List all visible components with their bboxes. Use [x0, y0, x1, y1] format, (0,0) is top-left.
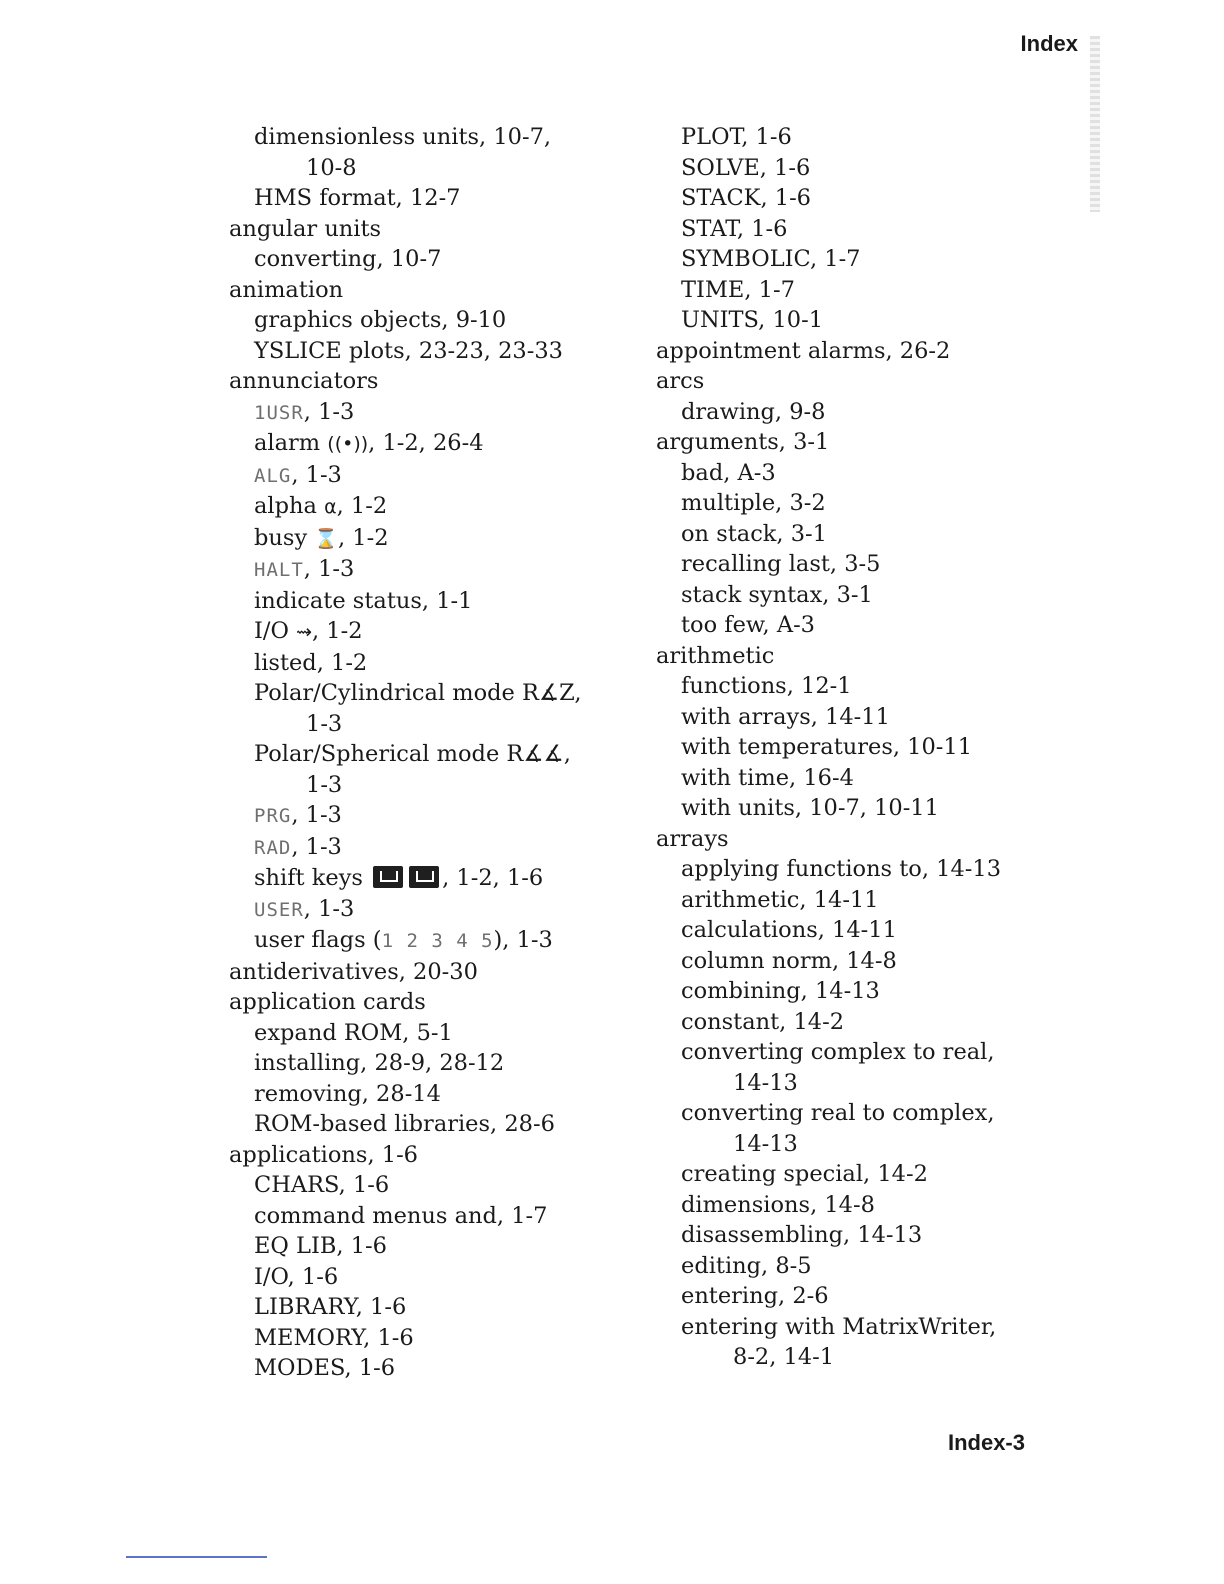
entry-text: 14-13	[733, 1130, 798, 1157]
index-entry	[656, 427, 1056, 458]
index-entry	[656, 824, 1056, 855]
index-subentry	[656, 488, 1056, 519]
index-subentry	[229, 863, 609, 894]
entry-text: expand ROM, 5-1	[254, 1019, 453, 1046]
index-column-right	[656, 122, 1056, 1373]
entry-text: 10-8	[306, 154, 357, 181]
index-subentry	[656, 1312, 1056, 1343]
index-subentry	[229, 122, 609, 153]
entry-text: LIBRARY, 1-6	[254, 1294, 407, 1320]
entry-text: dimensions, 14-8	[681, 1191, 875, 1218]
entry-text: with time, 16-4	[681, 764, 854, 791]
entry-text: command menus and, 1-7	[254, 1202, 548, 1229]
index-subentry	[656, 397, 1056, 428]
entry-text: entering with MatrixWriter,	[681, 1313, 997, 1340]
entry-text: recalling last, 3-5	[681, 551, 881, 577]
entry-text: STACK, 1-6	[681, 185, 812, 211]
entry-pages: , 1-2	[312, 618, 363, 644]
index-continuation	[229, 153, 609, 184]
index-subentry	[656, 915, 1056, 946]
entry-text: listed, 1-2	[254, 649, 368, 676]
entry-text: , 1-3	[303, 895, 355, 922]
entry-text: removing, 28-14	[254, 1080, 441, 1107]
index-subentry	[656, 976, 1056, 1007]
entry-text: with units, 10-7, 10-11	[681, 795, 939, 821]
index-subentry	[229, 586, 609, 617]
entry-text: entering, 2-6	[681, 1283, 829, 1309]
index-subentry	[229, 491, 609, 523]
entry-text: , 1-3	[291, 833, 342, 860]
entry-text: shift keys	[254, 865, 363, 891]
entry-text: , 1-3	[291, 461, 342, 488]
annunciator-icon: ⇝	[296, 621, 312, 643]
entry-text: MODES, 1-6	[254, 1355, 396, 1381]
entry-text: UNITS, 10-1	[681, 307, 824, 333]
index-continuation	[656, 1129, 1056, 1160]
index-subentry	[656, 214, 1056, 245]
index-entry	[229, 366, 609, 397]
index-subentry	[229, 1079, 609, 1110]
index-subentry	[656, 458, 1056, 489]
index-subentry	[656, 610, 1056, 641]
entry-pages: ), 1-3	[493, 927, 553, 953]
index-subentry	[229, 1323, 609, 1354]
index-continuation	[656, 1068, 1056, 1099]
index-subentry	[656, 1098, 1056, 1129]
entry-text: installing, 28-9, 28-12	[254, 1050, 505, 1076]
entry-text: appointment alarms, 26-2	[656, 337, 951, 364]
index-subentry	[656, 153, 1056, 184]
index-subentry	[656, 854, 1056, 885]
entry-text: application cards	[229, 989, 426, 1015]
entry-text: column norm, 14-8	[681, 947, 897, 974]
page-number: Index-3	[947, 1430, 1025, 1455]
entry-text: HMS format, 12-7	[254, 185, 461, 211]
index-subentry	[656, 1007, 1056, 1038]
entry-text: arcs	[656, 368, 705, 394]
entry-text: stack syntax, 3-1	[681, 581, 873, 608]
index-subentry	[229, 183, 609, 214]
entry-text: I/O, 1-6	[254, 1263, 339, 1290]
entry-pages: , 1-2	[336, 493, 388, 519]
entry-text: converting real to complex,	[681, 1100, 995, 1126]
entry-text: multiple, 3-2	[681, 490, 826, 516]
entry-text: arrays	[656, 825, 729, 852]
annunciator-icon: ⌛	[314, 527, 338, 550]
annunciator-icon: ((•))	[327, 433, 369, 455]
index-subentry	[656, 702, 1056, 733]
entry-text: , 1-3	[303, 556, 355, 582]
entry-text: 14-13	[733, 1069, 798, 1096]
entry-text: with arrays, 14-11	[681, 703, 890, 730]
right-shift-key-icon	[409, 866, 439, 888]
entry-text: editing, 8-5	[681, 1252, 812, 1279]
index-subentry	[229, 523, 609, 555]
index-subentry	[229, 1018, 609, 1049]
entry-text: functions, 12-1	[681, 673, 852, 699]
entry-text: on stack, 3-1	[681, 520, 827, 547]
entry-text: 1-3	[306, 771, 343, 798]
entry-text: converting, 10-7	[254, 246, 442, 272]
index-list-right	[656, 122, 1056, 1373]
entry-text: alarm	[254, 430, 321, 456]
index-entry	[229, 275, 609, 306]
index-subentry	[229, 336, 609, 367]
entry-pages: , 1-2, 26-4	[368, 430, 484, 456]
index-entry	[229, 987, 609, 1018]
entry-text: YSLICE plots, 23-23, 23-33	[254, 337, 563, 364]
index-subentry	[229, 678, 609, 709]
index-subentry	[656, 122, 1056, 153]
entry-text: arithmetic, 14-11	[681, 886, 879, 913]
entry-text: constant, 14-2	[681, 1008, 845, 1035]
index-list-left	[229, 122, 609, 1384]
index-subentry	[229, 1353, 609, 1384]
entry-text: bad, A-3	[681, 459, 776, 486]
entry-text: user flags (	[254, 927, 382, 953]
index-subentry	[656, 549, 1056, 580]
index-subentry	[229, 428, 609, 460]
index-entry	[229, 214, 609, 245]
index-subentry	[229, 1231, 609, 1262]
index-subentry	[656, 671, 1056, 702]
entry-text: graphics objects, 9-10	[254, 307, 507, 333]
index-subentry	[656, 580, 1056, 611]
entry-text: MEMORY, 1-6	[254, 1324, 414, 1351]
index-subentry	[656, 946, 1056, 977]
entry-text: CHARS, 1-6	[254, 1172, 390, 1198]
entry-text: I/O	[254, 618, 289, 644]
entry-text: antiderivatives, 20-30	[229, 958, 478, 985]
entry-text: SYMBOLIC, 1-7	[681, 246, 861, 272]
index-subentry	[656, 732, 1056, 763]
index-subentry	[229, 925, 609, 957]
index-subentry	[656, 275, 1056, 306]
entry-text: , 1-3	[291, 802, 342, 828]
entry-text: TIME, 1-7	[681, 276, 795, 303]
annunciator-label: 1 2 3 4 5	[381, 930, 494, 952]
annunciator-label: USER	[254, 898, 304, 921]
entry-text: PLOT, 1-6	[681, 124, 792, 150]
annunciator-icon: α	[324, 496, 337, 518]
entry-text: STAT, 1-6	[681, 215, 788, 242]
index-subentry	[656, 1159, 1056, 1190]
index-subentry	[229, 554, 609, 586]
entry-text: arguments, 3-1	[656, 429, 830, 455]
index-subentry	[229, 648, 609, 679]
entry-text: annunciators	[229, 368, 379, 394]
annunciator-label: HALT	[254, 559, 304, 581]
page-edge-mark	[1090, 36, 1100, 212]
running-head: Index	[1020, 31, 1078, 56]
index-subentry	[229, 894, 609, 926]
entry-text: combining, 14-13	[681, 978, 880, 1004]
index-entry	[656, 366, 1056, 397]
index-entry	[656, 336, 1056, 367]
index-subentry	[229, 739, 609, 770]
entry-pages: , 1-2, 1-6	[442, 865, 544, 891]
entry-text: converting complex to real,	[681, 1039, 995, 1065]
index-subentry	[229, 1262, 609, 1293]
index-column-left	[229, 122, 609, 1384]
index-subentry	[229, 397, 609, 429]
index-subentry	[656, 1037, 1056, 1068]
entry-text: arithmetic	[656, 642, 775, 669]
index-subentry	[229, 1292, 609, 1323]
index-subentry	[656, 885, 1056, 916]
index-continuation	[229, 770, 609, 801]
index-subentry	[656, 793, 1056, 824]
index-entry	[656, 641, 1056, 672]
annunciator-label: PRG	[254, 805, 292, 827]
index-subentry	[656, 1281, 1056, 1312]
annunciator-label: RAD	[254, 836, 292, 859]
index-subentry	[229, 1170, 609, 1201]
index-subentry	[656, 244, 1056, 275]
entry-text: angular units	[229, 215, 382, 242]
annunciator-label: 1USR	[254, 401, 304, 424]
index-continuation	[229, 709, 609, 740]
entry-text: Polar/Spherical mode R∡∡,	[254, 741, 571, 767]
entry-text: Polar/Cylindrical mode R∡Z,	[254, 680, 582, 706]
index-subentry	[656, 1190, 1056, 1221]
index-subentry	[229, 616, 609, 648]
index-subentry	[229, 460, 609, 492]
entry-text: 8-2, 14-1	[733, 1344, 835, 1370]
index-subentry	[656, 519, 1056, 550]
footer-rule	[126, 1556, 267, 1558]
entry-text: drawing, 9-8	[681, 398, 826, 425]
index-subentry	[229, 800, 609, 832]
entry-text: SOLVE, 1-6	[681, 154, 811, 181]
index-entry	[229, 1140, 609, 1171]
index-subentry	[229, 305, 609, 336]
index-subentry	[229, 832, 609, 864]
entry-text: EQ LIB, 1-6	[254, 1233, 387, 1259]
entry-text: with temperatures, 10-11	[681, 734, 973, 760]
entry-text: alpha	[254, 493, 317, 519]
index-entry	[229, 957, 609, 988]
index-subentry	[229, 1109, 609, 1140]
entry-text: applications, 1-6	[229, 1141, 418, 1168]
entry-text: ROM-based libraries, 28-6	[254, 1111, 555, 1137]
index-subentry	[656, 1251, 1056, 1282]
entry-text: indicate status, 1-1	[254, 587, 473, 614]
entry-text: , 1-3	[303, 398, 355, 425]
index-continuation	[656, 1342, 1056, 1373]
entry-text: 1-3	[306, 710, 343, 737]
entry-text: creating special, 14-2	[681, 1161, 928, 1187]
index-subentry	[656, 305, 1056, 336]
index-subentry	[229, 1048, 609, 1079]
entry-text: disassembling, 14-13	[681, 1222, 923, 1248]
entry-text: animation	[229, 276, 344, 303]
index-subentry	[229, 1201, 609, 1232]
index-subentry	[229, 244, 609, 275]
index-subentry	[656, 763, 1056, 794]
entry-text: calculations, 14-11	[681, 917, 897, 943]
index-subentry	[656, 1220, 1056, 1251]
entry-pages: , 1-2	[337, 524, 389, 551]
entry-text: dimensionless units, 10-7,	[254, 124, 552, 150]
entry-text: busy	[254, 524, 308, 551]
entry-text: too few, A-3	[681, 612, 815, 638]
left-shift-key-icon	[373, 866, 403, 888]
index-subentry	[656, 183, 1056, 214]
annunciator-label: ALG	[254, 464, 292, 487]
entry-text: applying functions to, 14-13	[681, 856, 1002, 882]
